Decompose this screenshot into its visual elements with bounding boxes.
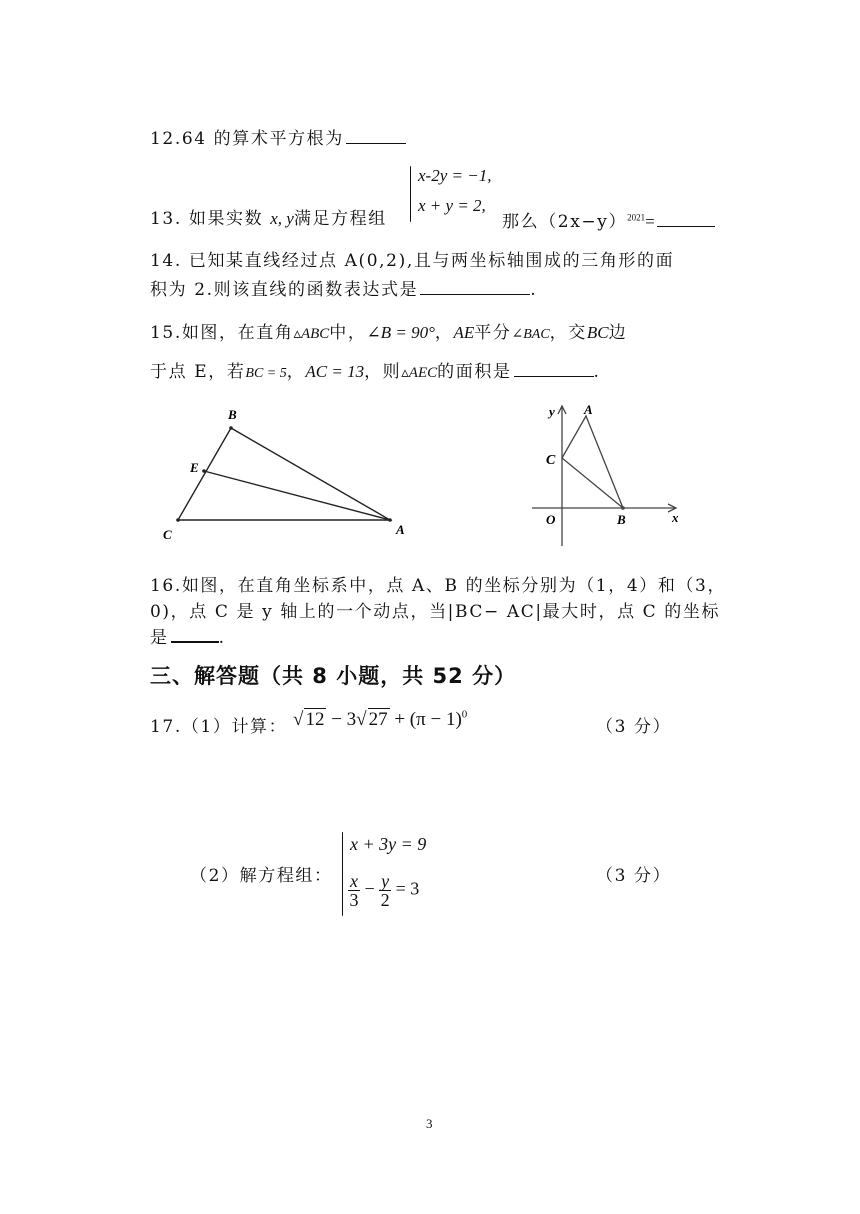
q15-ae: AE [453, 323, 475, 342]
q12-answer-blank[interactable] [346, 142, 406, 144]
q16-line2: 0)，点 C 是 y 轴上的一个动点，当|BC− AC|最大时，点 C 的坐标 [150, 602, 721, 622]
question-13 [150, 204, 387, 229]
q15-triangle-abc: ▵ABC [293, 326, 330, 342]
point-e [202, 469, 206, 473]
q17-p1-label: 17.（1）计算： [150, 717, 288, 737]
q16-line3: 是 [150, 628, 169, 648]
q17-eq1: x + 3y = 9 [350, 834, 427, 854]
q13-then-part [502, 207, 715, 232]
q15-text-f: 边 [608, 323, 628, 343]
q15-text-a: 15.如图，在直角 [150, 323, 294, 343]
q13-eq2: x + y = 2, [418, 196, 486, 215]
eq2-rhs: = 3 [395, 878, 420, 899]
minus-sign: − [364, 878, 375, 899]
section-3-title: 三、解答题（共 8 小题，共 52 分） [150, 664, 517, 688]
point-b [229, 426, 233, 430]
q16-line1: 16.如图，在直角坐标系中，点 A、B 的坐标分别为（1，4）和（3， [150, 576, 727, 596]
label-y: y [549, 404, 555, 419]
q16-answer-blank[interactable] [171, 640, 219, 643]
figure-triangle-abc [150, 400, 420, 550]
q13-eqsign: = [645, 212, 655, 231]
question-14 [150, 275, 537, 300]
question-15-line2 [150, 357, 601, 382]
q15-text-j: 的面积是 [437, 362, 512, 382]
sqrt-27: 27 [368, 709, 388, 730]
q13-exponent: 2021 [627, 212, 646, 223]
exponent-zero: 0 [461, 708, 468, 721]
q14-end: . [530, 280, 538, 300]
q15-triangle-aec: ▵AEC [401, 365, 438, 381]
triangle-acb [562, 416, 623, 508]
q13-prefix: 13. 如果实数 [150, 209, 264, 229]
triangle-abc-outline [178, 428, 390, 520]
q17-p1-score: （3 分） [596, 717, 672, 737]
q15-ac-value: AC = 13 [305, 362, 365, 381]
frac-y-2: $\frac{y}{2}$ [380, 871, 390, 910]
figure-coordinate-system [530, 398, 690, 548]
q15-text-c: ， [434, 323, 454, 343]
page-number: 3 [426, 1116, 433, 1131]
q17-p2-score: （3 分） [596, 866, 672, 886]
label-b: B [617, 512, 626, 527]
label-c: C [163, 527, 172, 542]
q15-text-d: 平分 [474, 323, 512, 343]
q15-answer-blank[interactable] [514, 375, 594, 377]
q15-bc: BC [586, 323, 609, 342]
frac-x-3: $\frac{x}{3}$ [349, 871, 359, 910]
q17-brace [342, 832, 343, 916]
q17-p2-label: （2）解方程组： [190, 866, 333, 886]
q15-text-i: ，则 [364, 362, 402, 382]
q15-bc-value: BC = 5 [245, 366, 287, 381]
q15-text-g: 于点 E，若 [150, 362, 246, 382]
q14-line2: 积为 2.则该直线的函数表达式是 [150, 280, 419, 300]
point-b [621, 506, 625, 510]
q13-mid: 满足方程组 [293, 209, 387, 229]
q13-vars: x, y [270, 209, 294, 228]
label-x: x [672, 510, 679, 525]
q15-text-e: ，交 [549, 323, 587, 343]
segment-ae [204, 471, 390, 520]
label-a: A [396, 522, 405, 537]
q13-brace [410, 166, 411, 222]
sqrt-12: 12 [305, 709, 325, 730]
question-15-line1 [150, 318, 627, 343]
q12-text: 12.64 的算术平方根为 [150, 129, 344, 149]
point-a [388, 518, 392, 522]
q14-line1: 14. 已知某直线经过点 A(0,2),且与两坐标轴围成的三角形的面 [150, 251, 675, 271]
q15-text-h: ， [286, 362, 306, 382]
point-c [176, 518, 180, 522]
q16-end: . [218, 628, 226, 648]
q14-answer-blank[interactable] [420, 293, 530, 295]
q17-eq2 [348, 872, 419, 909]
label-c: C [546, 453, 556, 468]
q13-then: 那么（2x−y） [502, 212, 628, 232]
q13-answer-blank[interactable] [657, 225, 715, 227]
q15-angle-bac: ∠BAC [511, 327, 550, 342]
label-a: A [584, 402, 593, 417]
q15-end: . [593, 362, 601, 382]
q17-part1 [150, 712, 287, 737]
label-b: B [228, 407, 237, 422]
q17-expression: √ 12 − 3√ $27 + (\pi - 1)^0$ [293, 708, 468, 730]
q15-text-b: 中， [329, 323, 367, 343]
question-16 [150, 623, 226, 648]
label-o: O [546, 512, 556, 527]
q13-eq1: x-2y = −1, [418, 166, 492, 185]
label-e: E [190, 460, 199, 475]
q15-angle-b: ∠B = 90° [366, 323, 435, 342]
question-12 [150, 124, 406, 149]
